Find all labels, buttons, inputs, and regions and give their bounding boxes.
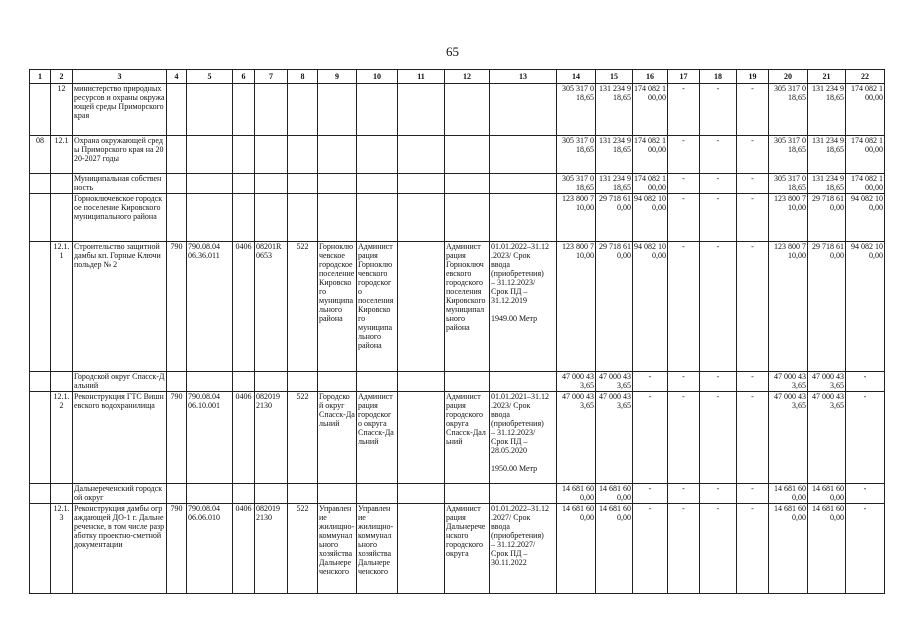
cell-col-5: 790.08.04 06.10.001 [187,392,233,484]
cell-col-5 [187,84,233,136]
cell-col-16: - [633,372,668,392]
cell-col-16: 94 082 10 0,00 [633,194,668,242]
cell-col-8: 522 [288,504,318,594]
cell-col-13 [490,484,557,504]
cell-col-4 [167,136,187,174]
cell-col-9 [318,372,357,392]
cell-col-6 [233,194,255,242]
cell-col-2 [51,174,73,194]
cell-col-11 [398,194,445,242]
cell-col-2: 12.1.2 [51,392,73,484]
cell-col-6: 0406 [233,392,255,484]
cell-col-8 [288,484,318,504]
cell-col-4: 790 [167,242,187,372]
cell-col-12 [445,136,490,174]
cell-col-15: 29 718 61 0,00 [596,242,633,372]
cell-col-14: 14 681 60 0,00 [557,504,596,594]
cell-col-13: 01.01.2022–31.12 .2027/ Срок ввода (приобретения) – 31.12.2027/ Срок ПД – 30.11.2022 [490,504,557,594]
cell-col-3: Охрана окружающей среды Приморского края на 2020-2027 годы [73,136,167,174]
cell-col-1 [30,372,51,392]
cell-col-11 [398,136,445,174]
cell-col-14: 305 317 0 18,65 [557,84,596,136]
cell-col-7 [255,372,288,392]
cell-col-19: - [737,392,769,484]
cell-col-4: 790 [167,392,187,484]
cell-col-6 [233,136,255,174]
cell-col-6 [233,484,255,504]
column-header-11: 11 [398,70,445,84]
cell-col-8: 522 [288,242,318,372]
cell-col-9: Городско й округ Спасск-Да льний [318,392,357,484]
table-row [30,392,885,484]
cell-col-12 [445,84,490,136]
cell-col-22: 94 082 10 0,00 [846,194,885,242]
column-header-9: 9 [318,70,357,84]
cell-col-18: - [700,194,737,242]
column-header-18: 18 [700,70,737,84]
cell-col-7 [255,194,288,242]
cell-col-10 [357,484,398,504]
column-header-13: 13 [490,70,557,84]
cell-col-3: Реконструкция ГТС Вишневского водохранилища [73,392,167,484]
column-header-7: 7 [255,70,288,84]
budget-table [29,69,885,594]
cell-col-1 [30,392,51,484]
cell-col-19: - [737,504,769,594]
cell-col-2 [51,484,73,504]
cell-col-22: - [846,392,885,484]
cell-col-14: 47 000 43 3,65 [557,372,596,392]
cell-col-9 [318,136,357,174]
cell-col-13: 01.01.2022–31.12 .2023/ Срок ввода (приобретения) – 31.12.2023/ Срок ПД – 31.12.2019 1949.00 Метр [490,242,557,372]
table-row [30,136,885,174]
cell-col-17: - [668,242,700,372]
cell-col-16: 174 082 1 00,00 [633,136,668,174]
cell-col-9 [318,194,357,242]
cell-col-7 [255,136,288,174]
cell-col-11 [398,504,445,594]
cell-col-14: 305 317 0 18,65 [557,174,596,194]
cell-col-13 [490,174,557,194]
cell-col-9: Горноклю чевское городское поселение Кировско го муниципа льного района [318,242,357,372]
cell-col-8 [288,174,318,194]
cell-col-5 [187,194,233,242]
cell-col-13 [490,136,557,174]
cell-col-14: 123 800 7 10,00 [557,194,596,242]
cell-col-2: 12.1 [51,136,73,174]
cell-col-1: 08 [30,136,51,174]
cell-col-10: Админист рация Горноклю чевского городског о поселения Кировско го муниципа льного района [357,242,398,372]
cell-col-5: 790.08.04 06.06.010 [187,504,233,594]
cell-col-20: 47 000 43 3,65 [769,372,808,392]
cell-col-1 [30,194,51,242]
cell-col-17: - [668,392,700,484]
cell-col-17: - [668,504,700,594]
table-row [30,372,885,392]
cell-col-14: 14 681 60 0,00 [557,484,596,504]
cell-col-9 [318,174,357,194]
cell-col-4 [167,84,187,136]
cell-col-1 [30,484,51,504]
cell-col-4 [167,372,187,392]
table-row [30,84,885,136]
cell-col-19: - [737,194,769,242]
cell-col-2 [51,194,73,242]
cell-col-22: - [846,372,885,392]
cell-col-18: - [700,504,737,594]
column-header-8: 8 [288,70,318,84]
cell-col-13 [490,84,557,136]
column-header-2: 2 [51,70,73,84]
column-header-20: 20 [769,70,808,84]
cell-col-7 [255,174,288,194]
cell-col-4 [167,194,187,242]
cell-col-9 [318,484,357,504]
cell-col-21: 131 234 9 18,65 [808,136,846,174]
cell-col-2: 12 [51,84,73,136]
table-row [30,504,885,594]
cell-col-20: 47 000 43 3,65 [769,392,808,484]
cell-col-18: - [700,174,737,194]
cell-col-21: 29 718 61 0,00 [808,242,846,372]
cell-col-1 [30,504,51,594]
cell-col-1 [30,242,51,372]
cell-col-14: 123 800 7 10,00 [557,242,596,372]
cell-col-2: 12.1.1 [51,242,73,372]
cell-col-14: 47 000 43 3,65 [557,392,596,484]
cell-col-21: 47 000 43 3,65 [808,392,846,484]
cell-col-22: - [846,484,885,504]
cell-col-16: - [633,504,668,594]
cell-col-6 [233,372,255,392]
cell-col-11 [398,174,445,194]
column-header-4: 4 [167,70,187,84]
cell-col-14: 305 317 0 18,65 [557,136,596,174]
cell-col-16: - [633,484,668,504]
page-number: 65 [446,44,459,59]
cell-col-4 [167,484,187,504]
cell-col-15: 47 000 43 3,65 [596,372,633,392]
cell-col-19: - [737,174,769,194]
cell-col-22: - [846,504,885,594]
cell-col-11 [398,392,445,484]
cell-col-11 [398,84,445,136]
cell-col-12 [445,174,490,194]
cell-col-7 [255,484,288,504]
cell-col-11 [398,372,445,392]
cell-col-20: 14 681 60 0,00 [769,484,808,504]
header-row [30,70,885,84]
cell-col-17: - [668,84,700,136]
cell-col-12: Админист рация Горноключ евского городского поселения Кировского муниципал ьного района [445,242,490,372]
cell-col-19: - [737,136,769,174]
cell-col-3: Горноключевское городское поселение Кировского муниципального района [73,194,167,242]
cell-col-10 [357,136,398,174]
table-row [30,242,885,372]
cell-col-12 [445,194,490,242]
cell-col-3: Реконструкция дамбы ограждающей ДО-1 г. Дальнереченске, в том числе разработку проектно-сметной документации [73,504,167,594]
cell-col-13: 01.01.2021–31.12 .2023/ Срок ввода (приобретения) – 31.12.2023/ Срок ПД – 28.05.2020 1950.00 Метр [490,392,557,484]
cell-col-20: 14 681 60 0,00 [769,504,808,594]
cell-col-6: 0406 [233,504,255,594]
cell-col-20: 123 800 7 10,00 [769,242,808,372]
cell-col-1 [30,174,51,194]
cell-col-22: 94 082 10 0,00 [846,242,885,372]
cell-col-3: Строительство защитной дамбы кп. Горные Ключи польдер № 2 [73,242,167,372]
cell-col-8 [288,372,318,392]
cell-col-8: 522 [288,392,318,484]
cell-col-6 [233,174,255,194]
cell-col-10: Управлен ие жилищно- коммунал ьного хозяйства Дальнере ченского [357,504,398,594]
cell-col-3: Городской округ Спасск-Дальний [73,372,167,392]
cell-col-8 [288,84,318,136]
cell-col-18: - [700,392,737,484]
cell-col-10 [357,174,398,194]
cell-col-22: 174 082 1 00,00 [846,174,885,194]
cell-col-17: - [668,372,700,392]
cell-col-20: 305 317 0 18,65 [769,84,808,136]
cell-col-18: - [700,242,737,372]
cell-col-8 [288,136,318,174]
cell-col-21: 131 234 9 18,65 [808,84,846,136]
cell-col-17: - [668,484,700,504]
cell-col-12 [445,372,490,392]
cell-col-15: 131 234 9 18,65 [596,136,633,174]
cell-col-7: 08201R 0653 [255,242,288,372]
cell-col-18: - [700,136,737,174]
cell-col-3: Муниципальная собственность [73,174,167,194]
cell-col-3: министерство природных ресурсов и охраны окружающей среды Приморского края [73,84,167,136]
cell-col-10 [357,372,398,392]
cell-col-15: 14 681 60 0,00 [596,484,633,504]
cell-col-16: - [633,392,668,484]
cell-col-10: Админист рация городског о округа Спасск-Да льний [357,392,398,484]
cell-col-18: - [700,372,737,392]
column-header-21: 21 [808,70,846,84]
cell-col-22: 174 082 1 00,00 [846,136,885,174]
cell-col-10 [357,84,398,136]
cell-col-7: 082019 2130 [255,392,288,484]
column-header-17: 17 [668,70,700,84]
cell-col-20: 305 317 0 18,65 [769,136,808,174]
cell-col-20: 305 317 0 18,65 [769,174,808,194]
cell-col-16: 174 082 1 00,00 [634,174,666,192]
cell-col-21: 47 000 43 3,65 [808,372,846,392]
cell-col-21: 29 718 61 0,00 [808,194,846,242]
column-header-6: 6 [233,70,255,84]
column-header-5: 5 [187,70,233,84]
cell-col-22: 174 082 1 00,00 [846,84,885,136]
column-header-15: 15 [596,70,633,84]
cell-col-19: - [737,484,769,504]
cell-col-15: 29 718 61 0,00 [596,194,633,242]
cell-col-21: 14 681 60 0,00 [808,484,846,504]
column-header-1: 1 [30,70,51,84]
cell-col-17: - [668,174,700,194]
cell-col-16: 94 082 10 0,00 [633,242,668,372]
cell-col-13 [490,194,557,242]
column-header-19: 19 [737,70,769,84]
cell-col-1 [30,84,51,136]
cell-col-21: 131 234 9 18,65 [808,174,846,194]
cell-col-15: 47 000 43 3,65 [596,392,633,484]
column-header-14: 14 [557,70,596,84]
cell-col-7 [255,84,288,136]
column-header-10: 10 [357,70,398,84]
cell-col-11 [398,242,445,372]
cell-col-12 [445,484,490,504]
cell-col-11 [398,484,445,504]
cell-col-3: Дальнереченский городской округ [73,484,167,504]
cell-col-5 [187,174,233,194]
cell-col-15: 14 681 60 0,00 [596,504,633,594]
cell-col-13 [490,372,557,392]
cell-col-12: Админист рация городского округа Спасск-Дал ьний [445,392,490,484]
cell-col-19: - [737,84,769,136]
cell-col-21: 14 681 60 0,00 [808,504,846,594]
column-header-22: 22 [846,70,885,84]
cell-col-6: 0406 [233,242,255,372]
cell-col-17: - [668,136,700,174]
cell-col-18: - [700,484,737,504]
cell-col-16: 174 082 1 00,00 [633,84,668,136]
cell-col-2: 12.1.3 [51,504,73,594]
cell-col-7: 082019 2130 [255,504,288,594]
cell-col-5 [187,372,233,392]
cell-col-19: - [737,372,769,392]
cell-col-20: 123 800 7 10,00 [769,194,808,242]
cell-col-15: 131 234 9 18,65 [596,84,633,136]
cell-col-2 [51,372,73,392]
cell-col-9 [318,84,357,136]
cell-col-18: - [700,84,737,136]
cell-col-8 [288,194,318,242]
cell-col-15: 131 234 9 18,65 [596,174,633,194]
cell-col-19: - [737,242,769,372]
column-header-16: 16 [633,70,668,84]
cell-col-4: 790 [167,504,187,594]
cell-col-17: - [668,194,700,242]
cell-col-5 [187,136,233,174]
cell-col-5: 790.08.04 06.36.011 [187,242,233,372]
table-row [30,174,885,194]
cell-col-12: Админист рация Дальнерече нского городского округа [445,504,490,594]
cell-col-4 [167,174,187,194]
column-header-12: 12 [445,70,490,84]
column-header-3: 3 [73,70,167,84]
table-row [30,194,885,242]
cell-col-10 [357,194,398,242]
cell-col-6 [233,84,255,136]
table-row [30,484,885,504]
cell-col-9: Управлен ие жилищно- коммунал ьного хозяйства Дальнере ченского [318,504,357,594]
cell-col-5 [187,484,233,504]
